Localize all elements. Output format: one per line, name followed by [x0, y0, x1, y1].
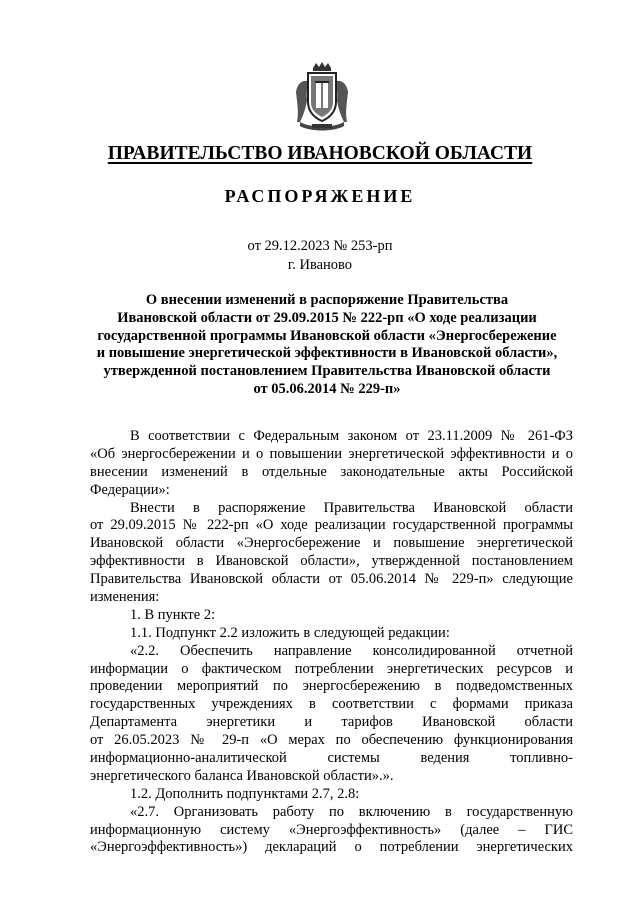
body-line: 1.1. Подпункт 2.2 изложить в следующей редакции:	[130, 624, 450, 641]
government-title	[0, 141, 640, 167]
body-line: «2.7. Организовать работу по включению в государственную	[130, 803, 573, 820]
body-line: Правительства Ивановской области от 05.06.2014 № 229-п» следующие	[90, 571, 573, 588]
body-line: Ивановской области «Энергосбережение и повышение энергетической	[90, 535, 573, 552]
body-line: информации о фактическом потреблении энергетических ресурсов и	[90, 660, 573, 677]
subject-line: от 05.06.2014 № 229-п»	[253, 380, 401, 397]
subject-line: и повышение энергетической эффективности в Ивановской области»,	[96, 345, 558, 362]
body-line: энергетического баланса Ивановской области».».	[90, 767, 394, 784]
subject-line: государственной программы Ивановской области «Энергосбережение	[97, 327, 557, 344]
body-line: от 26.05.2023 № 29-п «О мерах по обеспечению функционирования	[90, 732, 573, 749]
body-line: информационную систему «Энергоэффективность» (далее – ГИС	[90, 821, 573, 838]
body-line: внесении изменений в отдельные законодательные акты Российской	[90, 463, 573, 480]
body-line: информационно-аналитической системы ведения топливно-	[90, 750, 573, 767]
coat-of-arms-icon	[294, 62, 350, 132]
document-subject	[80, 292, 574, 399]
body-line: 1.2. Дополнить подпунктами 2.7, 2.8:	[130, 785, 360, 802]
subject-line: утвержденной постановлением Правительства Ивановской области	[103, 363, 551, 380]
body-line: Федерации»:	[90, 481, 170, 498]
body-line: Департамента энергетики и тарифов Ивановской области	[90, 714, 573, 731]
subject-line: Ивановской области от 29.09.2015 № 222-рп «О ходе реализации	[117, 309, 537, 326]
document-type: РАСПОРЯЖЕНИЕ	[224, 186, 416, 206]
body-line: государственных учреждениях в соответствии с формами приказа	[90, 696, 573, 713]
body-line: эффективности в Ивановской области», утвержденной постановлением	[90, 553, 573, 570]
body-line: проведении мероприятий по энергосбережению в подведомственных	[90, 678, 573, 695]
body-line: изменения:	[90, 589, 160, 606]
body-line: «Энергоэффективность») деклараций о потреблении энергетических	[90, 839, 573, 856]
document-body	[90, 428, 573, 857]
body-line: «2.2. Обеспечить направление консолидированной отчетной	[130, 642, 573, 659]
body-line: 1. В пункте 2:	[130, 606, 216, 623]
body-line: от 29.09.2015 № 222-рп «О ходе реализации государственной программы	[90, 517, 573, 534]
body-line: Внести в распоряжение Правительства Ивановской области	[130, 499, 573, 516]
subject-line: О внесении изменений в распоряжение Правительства	[145, 292, 509, 308]
body-line: «Об энергосбережении и о повышении энергетической эффективности и о	[90, 445, 573, 462]
body-line: В соответствии с Федеральным законом от 23.11.2009 № 261-ФЗ	[130, 428, 573, 444]
date-number: от 29.12.2023 № 253-рп	[247, 238, 393, 254]
government-name: ПРАВИТЕЛЬСТВО ИВАНОВСКОЙ ОБЛАСТИ	[107, 143, 533, 164]
place: г. Иваново	[287, 257, 353, 273]
coat-of-arms-emblem	[294, 62, 350, 132]
